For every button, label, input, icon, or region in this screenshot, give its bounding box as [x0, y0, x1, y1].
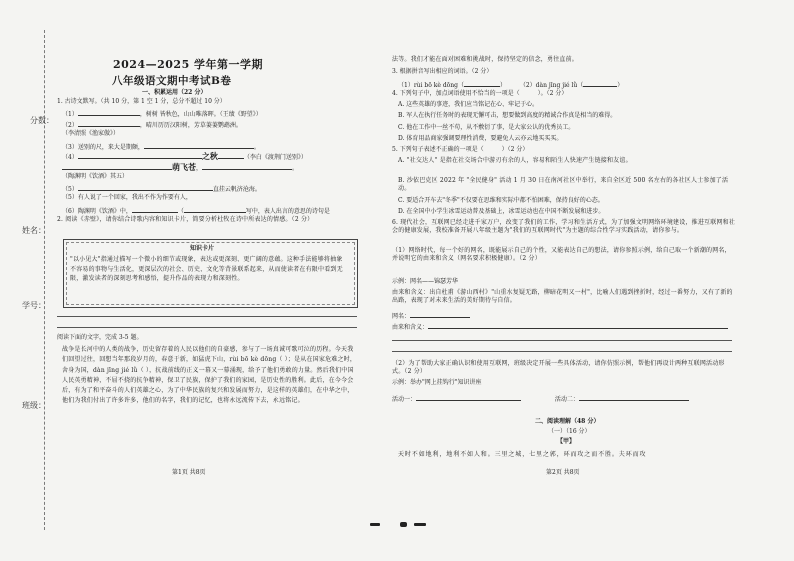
reading-passage: 战争是长河中的人类的战争，历史留存着的人民以他们的自豪感，参与了一场真诚可歌可泣的历程。今天我们回望过往，回想当年那段岁月的，春意于新，如猛虎下山，rùi bō kè dōng（ ）；是从在国家危难之时，舍身为国，dàn jīng jié lǜ（ ），抗战前线的正义一幕又一幕涌现，给予了他们勇敢的力量。然后我们中国人民英勇精神，不屈不挠的抗争精神，保卫了民族，保护了我们的家园，是历史性的胜利。此后，在今今会后，有为了和平奋斗的人们英雄之心，为了中华民族的复兴和发展而努力，是这样的英雄们，在中华之中，他们为我们付出了许多许多，他们的名字，我们的记忆，也将永远流传下去，永远铭记。	[62, 346, 357, 405]
answer-line	[57, 316, 357, 317]
q6-nickname-field: 网名：	[392, 310, 470, 321]
question-2-stem: 2. 阅读《赤壁》，请你结合诗歌内容和知识卡片，简要分析杜牧在诗中所表达的情感。（2 分）	[57, 216, 314, 223]
scan-mark	[400, 522, 407, 527]
q3-answers: （1）rùi bō kè dōng（ ） （2）dàn jīng jié lǜ（ ）	[398, 79, 623, 90]
q6-activity-fields: 活动一： 活动二：	[392, 393, 689, 404]
q1-line-2-source: （李清照《渔家傲》）	[62, 130, 120, 137]
question-5-stem: 5. 下列句子表述不正确的一项是（ ）（2 分）	[392, 146, 529, 153]
q6-meaning-field: 由来和含义：	[392, 321, 728, 332]
q6-part-2: （2）为了帮助大家正确认识和使用互联网，班级决定开展一些具体活动，请你仿照示例，帮他们再设计两种互联网活动形式。（2 分）	[392, 360, 725, 376]
q1-line-7: （5）有人说了一个回家，我出不作为作要有人，	[62, 194, 192, 201]
answer-line	[392, 351, 732, 352]
answer-line	[392, 340, 732, 341]
section-one-heading: 一、积累运用（22 分）	[142, 89, 207, 96]
reading-prompt: 阅读下面的文字，完成 3-5 题。	[57, 334, 143, 341]
binding-line	[44, 30, 45, 530]
q1-line-3: （3）送别的尺，来大是期颇， 。	[62, 141, 260, 152]
class-label: 班级：	[22, 401, 46, 410]
question-3-stem: 3. 根据拼音写出相应的词语。（2 分）	[392, 68, 493, 75]
q6-part-1: （1）网络时代，每一个好的网名，既能展示自己的个性，又能表达自己的想法，请你参照示例，给自己取一个新潮的网名，并说明它的由来和含义（网名要求积极健康）。（2 分）	[392, 247, 731, 263]
q6-example-activity: 示例：举办"网上挂钩行"知识讲座	[392, 379, 482, 386]
question-1-stem: 1. 古诗文默写。（共 10 分，第 1 空 1 分，总分不超过 10 分）	[57, 98, 226, 105]
exam-term-title: 2024—2025 学年第一学期	[113, 58, 264, 71]
question-4-stem: 4. 下列句子中，加点词语使用不恰当的一项是（ ）。（2 分）	[392, 90, 568, 97]
section-two-heading: 二、阅读理解（48 分）	[535, 418, 600, 425]
q1-line-1: （1） ，树树 皆秋色，山山唯落晖。（王绩《野望》）	[62, 108, 262, 119]
question-6-stem: 6. 现代社会，互联网已经走进千家万户，改变了我们的工作，学习和生活方式，为了加强文明网络环境建设，推进互联网和社会的健康发展，我校准备开展八年级主题为"我们的互联网时代"为主题的综合性学习实践活动，请你参与。	[392, 219, 736, 235]
right-page-number: 第2页 共8页	[546, 469, 580, 476]
q4-option-d: D. 体育用品商家强调要理性消费，要避免人云亦云地买买买。	[398, 135, 563, 142]
passage-jia-label: 【甲】	[557, 438, 576, 445]
exam-subtitle: 八年级语文期中考试B卷	[112, 75, 232, 87]
q6-example-meaning: 由来和含义：出自杜甫《游山西村》"山重水复疑无路，柳暗花明又一村"，比喻人们遇到挫折时，经过一番努力，又有了新的出路，表现了对未来生活的美好期待与自信。	[392, 289, 733, 305]
left-page-number: 第1页 共8页	[172, 469, 206, 476]
q5-option-a: A. "社交达人" 是指在社交场合中游刃有余的人，容易和陌生人快速产生链接和友谊。	[398, 157, 632, 164]
q5-option-d: D. 在全国中小学生冰雪运动普及基础上，冰雪运动也在中国不断发展和进步。	[398, 208, 605, 215]
q1-line-4: （4） 之秋 （李白《渡荆门送别》）	[62, 152, 307, 161]
knowledge-card-text: "以小见大"指通过描写一个微小的细节或现象，表达或更深刻、更广阔的意蕴。这种手法能够将抽象不容易的事物与生活化，更深层次的社会、历史、文化等背景联系起来，从而使读者在有限中看到无限，激发读者的深刻思考和感悟，提升作品的表现力和深刻性。	[70, 256, 343, 282]
name-label: 姓名：	[22, 226, 46, 235]
q1-line-6: （5） 直挂云帆济沧海。	[62, 183, 261, 194]
scan-mark	[370, 523, 380, 526]
q5-option-b: B. 沙依巴克区 2022 年 "全民健身" 活动 1 月 30 日在南河社区中举行，来自全区近 500 名左右的各社区人士参加了活动。	[398, 177, 729, 193]
q4-option-c: C. 他在工作中一丝不苟，从不敷衍了事，是大家公认的优秀员工。	[398, 124, 575, 131]
q1-line-2: （2） ，晴川历历汉阳树，芳草萋萋鹦鹉洲。	[62, 119, 242, 130]
reading-part-1-heading: （一）（16 分）	[548, 428, 591, 435]
classical-passage-line: 天时不如地利，地利不如人和。三里之城，七里之郭，环而攻之而不胜。夫环而攻	[398, 451, 647, 458]
q5-option-c: C. 要适合开车去"冬季"不仅要在思维和实际中都不怕困难，保持良好的心态。	[398, 197, 604, 204]
q1-line-5-source: （陶渊明《饮酒》其五）	[62, 173, 129, 180]
q6-example-name: 示例：网名——锦瑟芳华	[392, 278, 459, 285]
q4-option-b: B. 军人在执行任务时的表现无懈可击，想要做到高度的精诚合作真是相当的难得。	[398, 112, 617, 119]
q4-option-a: A. 这些英雄的事迹，我们应当铭记在心、牢记于心。	[398, 101, 539, 108]
knowledge-card-title: 知识卡片	[190, 245, 215, 252]
score-label: 分数：	[30, 116, 54, 125]
answer-line	[57, 327, 357, 328]
scan-mark	[414, 523, 426, 526]
q1-line-5: 萌飞苍， 。	[62, 162, 298, 173]
passage-continuation: 法等。我们才能在面对困难和挑战时，保持坚定的信念，勇往直前。	[392, 56, 579, 63]
q1-line-8: （6）陶渊明《饮酒》中， （ 写中，表人出言的意思的诗句是	[62, 205, 330, 216]
student-id-label: 学号：	[22, 301, 46, 310]
